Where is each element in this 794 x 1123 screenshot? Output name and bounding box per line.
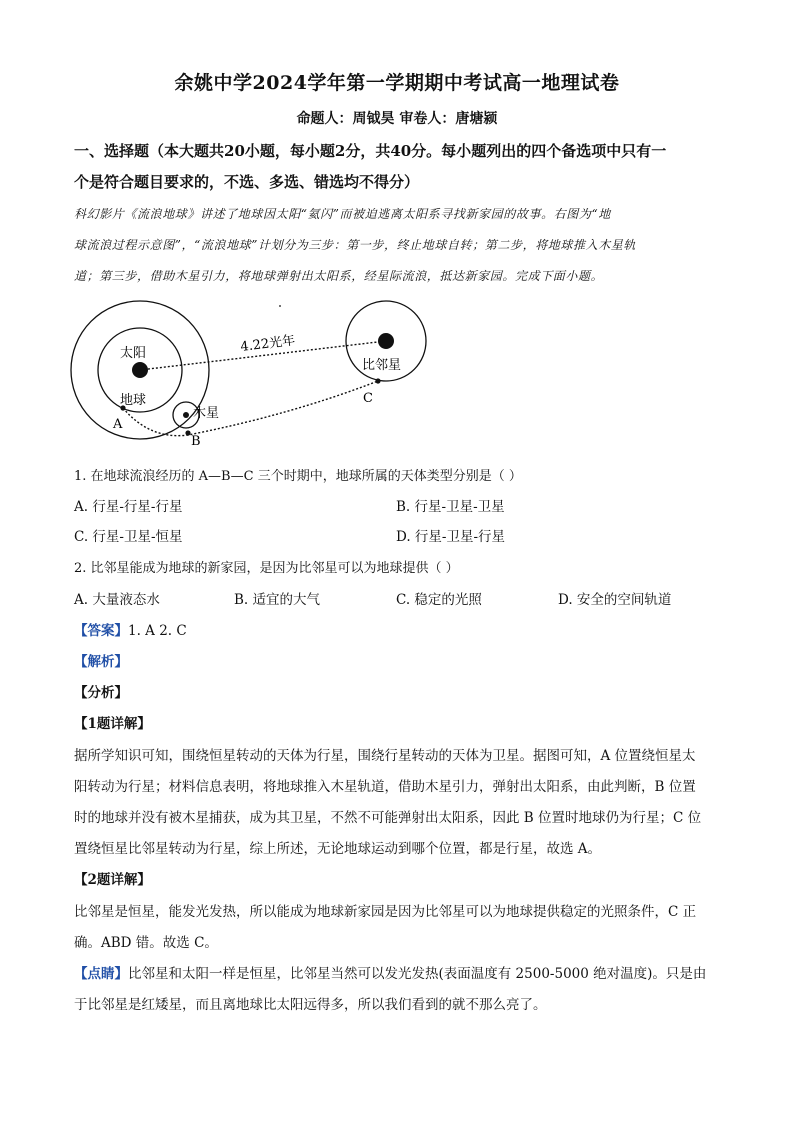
dianjing-line1	[74, 962, 706, 982]
detail1-line4: 置绕恒星比邻星转动为行星，综上所述，无论地球运动到哪个位置，都是行星，故选 A。	[74, 841, 602, 857]
page-title: 余姚中学2024学年第一学期期中考试高一地理试卷	[174, 72, 620, 94]
q1-option-c: C. 行星-卫星-恒星	[74, 529, 183, 545]
point-b-dot	[185, 430, 190, 435]
answer-text: 1. A 2. C	[128, 623, 187, 639]
dianjing-tag: 【点睛】	[74, 966, 128, 982]
label-sun: 太阳	[120, 346, 147, 361]
detail1-line2: 阳转动为行星；材料信息表明，将地球推入木星轨道，借助木星引力，弹射出太阳系，由此判断，B 位置	[74, 779, 696, 795]
detail2-line2: 确。ABD 错。故选 C。	[74, 935, 218, 951]
q2-option-a: A. 大量液态水	[74, 592, 160, 608]
detail2-tag: 【2题详解】	[74, 872, 151, 888]
section-heading-line1: 一、选择题（本大题共20小题，每小题2分，共40分。每小题列出的四个备选项中只有一	[74, 142, 667, 160]
label-proxima: 比邻星	[362, 358, 402, 373]
q1-option-b: B. 行星-卫星-卫星	[396, 499, 505, 515]
answer-tag: 【答案】	[74, 623, 128, 639]
intro-line1: 科幻影片《流浪地球》讲述了地球因太阳“氦闪”而被迫逃离太阳系寻找新家园的故事。右图为“地	[74, 207, 611, 221]
detail1-line3: 时的地球并没有被木星捕获，成为其卫星，不然不可能弹射出太阳系，因此 B 位置时地球仍为行星；C 位	[74, 810, 702, 826]
authors-line: 命题人：周钺昊 审卷人：唐塘颍	[296, 111, 498, 127]
label-a: A	[113, 417, 123, 432]
section-heading-line2: 个是符合题目要求的，不选、多选、错选均不得分）	[74, 173, 420, 191]
intro-line2: 球流浪过程示意图”，“流浪地球”计划分为三步：第一步，终止地球自转；第二步，将地球推入木星轨	[74, 238, 637, 252]
q1-stem: 1. 在地球流浪经历的 A—B—C 三个时期中，地球所属的天体类型分别是（ ）	[74, 469, 522, 484]
q2-option-d: D. 安全的空间轨道	[558, 592, 672, 608]
jupiter-dot	[183, 412, 189, 418]
label-distance: 4.22光年	[239, 333, 297, 355]
q1-option-a: A. 行星-行星-行星	[74, 499, 183, 515]
dianjing-line2: 于比邻星是红矮星，而且离地球比太阳远得多，所以我们看到的就不那么亮了。	[74, 997, 547, 1013]
label-jupiter: 木星	[193, 406, 220, 421]
fenxi-tag: 【分析】	[74, 685, 128, 701]
label-earth: 地球	[120, 393, 147, 408]
detail1-line1: 据所学知识可知，围绕恒星转动的天体为行星，围绕行星转动的天体为卫星。据图可知，A 位置绕恒星太	[74, 748, 696, 764]
answer-line	[74, 619, 187, 639]
detail1-tag: 【1题详解】	[74, 716, 151, 732]
q2-option-c: C. 稳定的光照	[396, 592, 482, 608]
label-b: B	[191, 434, 201, 449]
label-c: C	[363, 391, 373, 406]
dianjing-text1: 比邻星和太阳一样是恒星，比邻星当然可以发光发热(表面温度有 2500-5000 绝对温度)。只是由	[128, 966, 707, 982]
q2-option-b: B. 适宜的大气	[234, 592, 321, 608]
stray-dot	[279, 305, 281, 307]
intro-line3: 道；第三步，借助木星引力，将地球弹射出太阳系，经星际流浪，抵达新家园。完成下面小题。	[74, 269, 604, 283]
analysis-tag: 【解析】	[74, 654, 128, 670]
detail2-line1: 比邻星是恒星，能发光发热，所以能成为地球新家园是因为比邻星可以为地球提供稳定的光照条件，C 正	[74, 904, 697, 920]
q1-option-d: D. 行星-卫星-行星	[396, 529, 506, 545]
wandering-earth-diagram	[60, 290, 440, 450]
wandering-path	[123, 381, 378, 436]
q2-stem: 2. 比邻星能成为地球的新家园，是因为比邻星可以为地球提供（ ）	[74, 561, 459, 576]
point-c-dot	[375, 378, 380, 383]
